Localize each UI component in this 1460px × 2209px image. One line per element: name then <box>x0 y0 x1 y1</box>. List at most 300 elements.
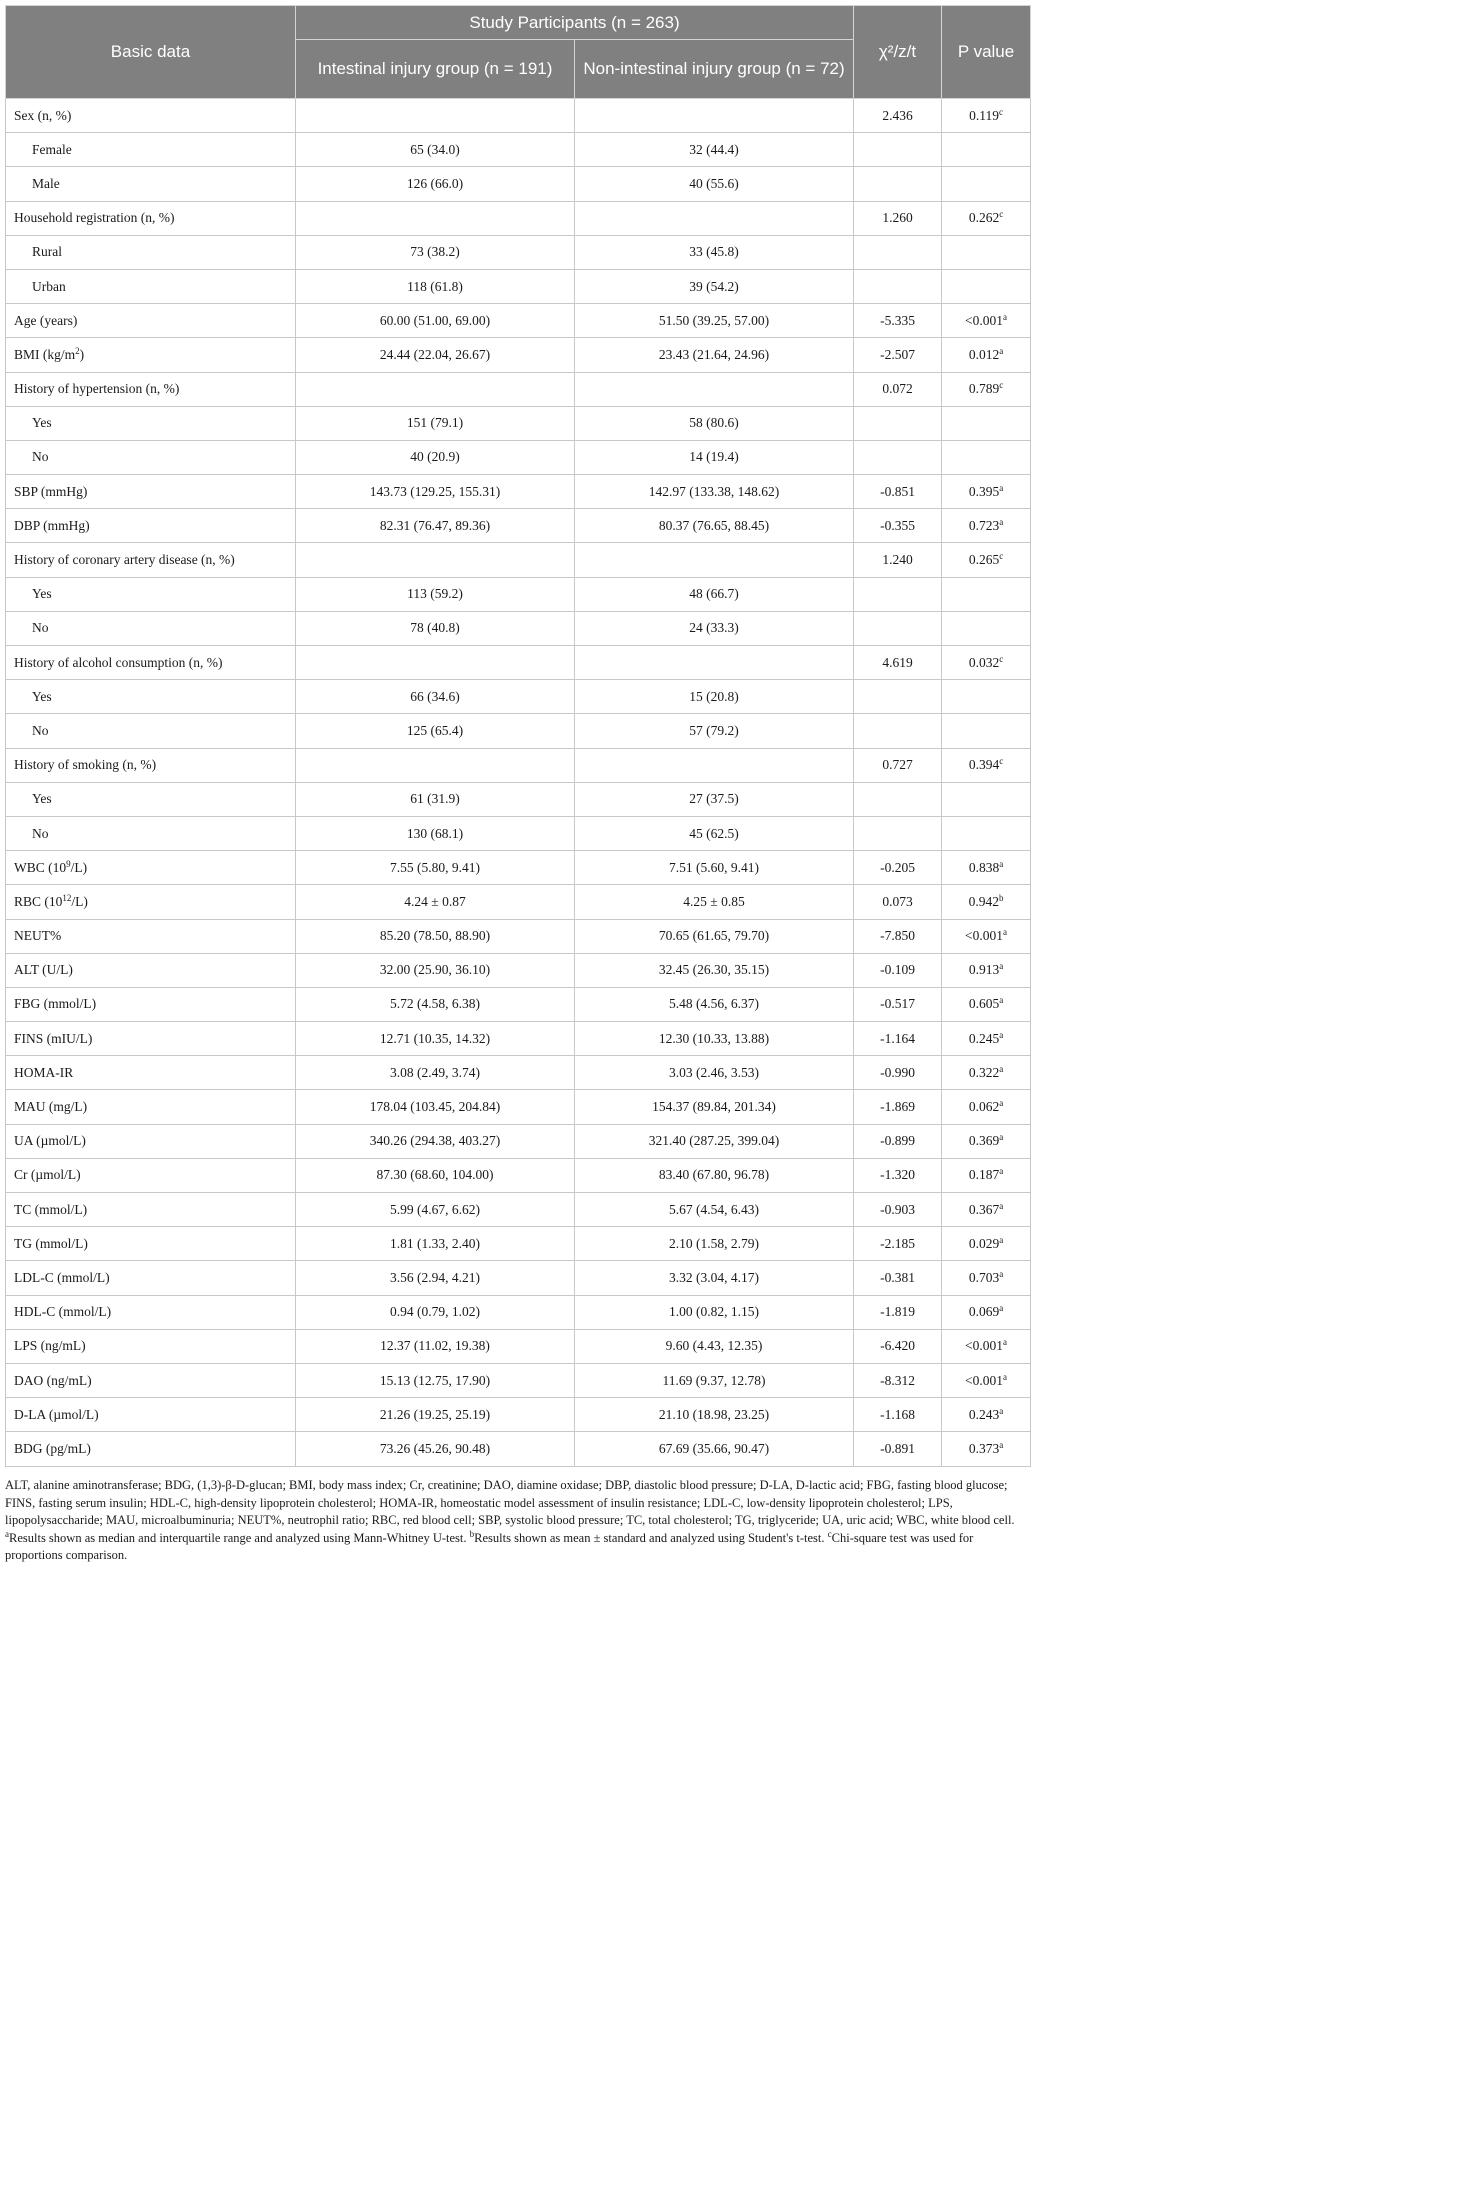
p-value <box>942 406 1031 440</box>
row-label-text: No <box>32 620 49 636</box>
p-value <box>942 1022 1031 1056</box>
row-label <box>6 304 296 338</box>
row-label <box>6 1261 296 1295</box>
intestinal-group-value: 1.81 (1.33, 2.40) <box>296 1227 575 1261</box>
intestinal-group-value: 12.37 (11.02, 19.38) <box>296 1329 575 1363</box>
footnote-mark-c: c <box>827 1528 832 1539</box>
row-label <box>6 1022 296 1056</box>
row-label-superscript: 12 <box>62 892 72 903</box>
row-label-text: Yes <box>32 791 52 807</box>
intestinal-group-value: 78 (40.8) <box>296 611 575 645</box>
p-value <box>942 748 1031 782</box>
non-intestinal-group-value: 21.10 (18.98, 23.25) <box>575 1398 854 1432</box>
footnote-note-b: Results shown as mean ± standard and analyzed using Student's t-test. <box>474 1530 828 1545</box>
table-row <box>6 509 1031 543</box>
table-row <box>6 851 1031 885</box>
row-label-text: History of alcohol consumption (n, %) <box>14 654 223 670</box>
non-intestinal-group-value: 58 (80.6) <box>575 406 854 440</box>
table-row <box>6 133 1031 167</box>
p-value-text: 0.032 <box>968 654 1000 670</box>
non-intestinal-group-value: 11.69 (9.37, 12.78) <box>575 1363 854 1397</box>
p-value-text: 0.012 <box>968 346 1000 362</box>
row-label <box>6 338 296 372</box>
p-value <box>942 680 1031 714</box>
header-test-statistic: χ²/z/t <box>854 6 942 99</box>
row-label-text: Urban <box>32 278 66 294</box>
p-value <box>942 1090 1031 1124</box>
header-basic-data: Basic data <box>6 6 296 99</box>
row-label-text: Cr (µmol/L) <box>14 1167 81 1183</box>
row-label <box>6 269 296 303</box>
row-label-text: No <box>32 449 49 465</box>
row-label-text: HDL-C (mmol/L) <box>14 1304 112 1320</box>
p-value-superscript: a <box>999 1405 1004 1416</box>
test-statistic-value: -8.312 <box>854 1363 942 1397</box>
intestinal-group-value: 60.00 (51.00, 69.00) <box>296 304 575 338</box>
table-row <box>6 1056 1031 1090</box>
table-row <box>6 99 1031 133</box>
non-intestinal-group-value: 80.37 (76.65, 88.45) <box>575 509 854 543</box>
test-statistic-value <box>854 577 942 611</box>
table-row <box>6 1193 1031 1227</box>
non-intestinal-group-value: 2.10 (1.58, 2.79) <box>575 1227 854 1261</box>
table-row <box>6 201 1031 235</box>
table-row <box>6 782 1031 816</box>
p-value <box>942 1193 1031 1227</box>
table-row <box>6 714 1031 748</box>
row-label-superscript: 2 <box>75 345 80 356</box>
p-value-superscript: a <box>999 1029 1004 1040</box>
row-label <box>6 1056 296 1090</box>
footnote-mark-b: b <box>469 1528 475 1539</box>
p-value-text: 0.838 <box>968 859 1000 875</box>
p-value-text: 0.265 <box>968 552 1000 568</box>
table-footnote <box>5 1477 1030 1565</box>
non-intestinal-group-value: 70.65 (61.65, 79.70) <box>575 919 854 953</box>
p-value-text: 0.119 <box>969 107 999 123</box>
test-statistic-value: 0.727 <box>854 748 942 782</box>
row-label-text: TG (mmol/L) <box>14 1235 88 1251</box>
p-value-superscript: a <box>1003 1371 1008 1382</box>
intestinal-group-value: 40 (20.9) <box>296 440 575 474</box>
row-label-text: NEUT% <box>14 928 62 944</box>
row-label <box>6 646 296 680</box>
row-label <box>6 1363 296 1397</box>
p-value-text: 0.913 <box>968 962 1000 978</box>
row-label-text: FINS (mIU/L) <box>14 1030 93 1046</box>
intestinal-group-value: 126 (66.0) <box>296 167 575 201</box>
intestinal-group-value: 32.00 (25.90, 36.10) <box>296 953 575 987</box>
p-value <box>942 611 1031 645</box>
row-label <box>6 611 296 645</box>
p-value <box>942 1056 1031 1090</box>
p-value-superscript: a <box>999 482 1004 493</box>
p-value <box>942 1124 1031 1158</box>
test-statistic-value: -0.517 <box>854 987 942 1021</box>
test-statistic-value: -1.869 <box>854 1090 942 1124</box>
p-value-superscript: a <box>999 995 1004 1006</box>
intestinal-group-value: 113 (59.2) <box>296 577 575 611</box>
table-row <box>6 304 1031 338</box>
row-label <box>6 1227 296 1261</box>
row-label-text: Yes <box>32 586 52 602</box>
p-value-text: 0.187 <box>968 1167 1000 1183</box>
p-value-superscript: a <box>999 1200 1004 1211</box>
p-value-text: 0.789 <box>968 381 1000 397</box>
row-label <box>6 372 296 406</box>
p-value-text: 0.069 <box>968 1304 1000 1320</box>
p-value-text: 0.262 <box>968 210 1000 226</box>
table-row <box>6 816 1031 850</box>
test-statistic-value: -0.990 <box>854 1056 942 1090</box>
p-value-text: 0.395 <box>968 483 1000 499</box>
non-intestinal-group-value: 15 (20.8) <box>575 680 854 714</box>
p-value <box>942 338 1031 372</box>
intestinal-group-value: 3.56 (2.94, 4.21) <box>296 1261 575 1295</box>
table-row <box>6 680 1031 714</box>
table-row <box>6 406 1031 440</box>
intestinal-group-value: 82.31 (76.47, 89.36) <box>296 509 575 543</box>
table-row <box>6 1363 1031 1397</box>
row-label-text: No <box>32 825 49 841</box>
table-row <box>6 338 1031 372</box>
row-label <box>6 1193 296 1227</box>
intestinal-group-value <box>296 646 575 680</box>
non-intestinal-group-value: 3.32 (3.04, 4.17) <box>575 1261 854 1295</box>
row-label <box>6 1124 296 1158</box>
row-label-text: BDG (pg/mL) <box>14 1440 91 1456</box>
test-statistic-value: -0.381 <box>854 1261 942 1295</box>
test-statistic-value: -0.903 <box>854 1193 942 1227</box>
table-row <box>6 646 1031 680</box>
test-statistic-value: -0.891 <box>854 1432 942 1466</box>
table-row <box>6 1261 1031 1295</box>
table-row <box>6 987 1031 1021</box>
intestinal-group-value: 24.44 (22.04, 26.67) <box>296 338 575 372</box>
test-statistic-value <box>854 816 942 850</box>
row-label-text: Female <box>32 141 72 157</box>
test-statistic-value <box>854 269 942 303</box>
row-label-text: Sex (n, %) <box>14 107 72 123</box>
p-value-superscript: c <box>999 209 1004 220</box>
intestinal-group-value: 0.94 (0.79, 1.02) <box>296 1295 575 1329</box>
test-statistic-value: -0.109 <box>854 953 942 987</box>
p-value-superscript: a <box>999 1234 1004 1245</box>
p-value-superscript: b <box>998 892 1004 903</box>
intestinal-group-value: 12.71 (10.35, 14.32) <box>296 1022 575 1056</box>
non-intestinal-group-value: 39 (54.2) <box>575 269 854 303</box>
intestinal-group-value: 3.08 (2.49, 3.74) <box>296 1056 575 1090</box>
table-row <box>6 1022 1031 1056</box>
test-statistic-value: 4.619 <box>854 646 942 680</box>
p-value <box>942 372 1031 406</box>
p-value-text: 0.245 <box>968 1030 1000 1046</box>
row-label-text: MAU (mg/L) <box>14 1099 88 1115</box>
intestinal-group-value: 7.55 (5.80, 9.41) <box>296 851 575 885</box>
table-row <box>6 167 1031 201</box>
non-intestinal-group-value: 321.40 (287.25, 399.04) <box>575 1124 854 1158</box>
p-value-text: <0.001 <box>965 1338 1004 1354</box>
intestinal-group-value: 5.72 (4.58, 6.38) <box>296 987 575 1021</box>
table-row <box>6 1124 1031 1158</box>
test-statistic-value: 0.073 <box>854 885 942 919</box>
test-statistic-value: -0.851 <box>854 475 942 509</box>
p-value-superscript: c <box>998 106 1003 117</box>
row-label-text: HOMA-IR <box>14 1064 74 1080</box>
row-label-text: Yes <box>32 415 52 431</box>
row-label <box>6 782 296 816</box>
row-label-text: FBG (mmol/L) <box>14 996 97 1012</box>
row-label <box>6 748 296 782</box>
row-label-superscript: 9 <box>66 858 71 869</box>
row-label <box>6 475 296 509</box>
row-label <box>6 406 296 440</box>
p-value-superscript: a <box>1003 1337 1008 1348</box>
table-row <box>6 235 1031 269</box>
row-label-text: Household registration (n, %) <box>14 210 175 226</box>
p-value-superscript: a <box>999 1303 1004 1314</box>
test-statistic-value: -0.899 <box>854 1124 942 1158</box>
row-label-text: LPS (ng/mL) <box>14 1338 86 1354</box>
p-value-superscript: a <box>999 1268 1004 1279</box>
p-value-text: <0.001 <box>965 928 1004 944</box>
test-statistic-value: -2.507 <box>854 338 942 372</box>
row-label <box>6 919 296 953</box>
row-label-text: Male <box>32 175 60 191</box>
table-row <box>6 269 1031 303</box>
non-intestinal-group-value: 40 (55.6) <box>575 167 854 201</box>
test-statistic-value: 2.436 <box>854 99 942 133</box>
non-intestinal-group-value <box>575 543 854 577</box>
intestinal-group-value <box>296 543 575 577</box>
p-value <box>942 440 1031 474</box>
intestinal-group-value: 21.26 (19.25, 25.19) <box>296 1398 575 1432</box>
non-intestinal-group-value: 32.45 (26.30, 35.15) <box>575 953 854 987</box>
test-statistic-value: -5.335 <box>854 304 942 338</box>
p-value <box>942 167 1031 201</box>
row-label <box>6 201 296 235</box>
row-label <box>6 680 296 714</box>
non-intestinal-group-value: 154.37 (89.84, 201.34) <box>575 1090 854 1124</box>
table-row <box>6 611 1031 645</box>
footnote-note-a: Results shown as median and interquartile range and analyzed using Mann-Whitney U-test. <box>9 1530 470 1545</box>
test-statistic-value <box>854 235 942 269</box>
row-label-text: BMI (kg/m <box>14 346 76 362</box>
p-value <box>942 1261 1031 1295</box>
row-label <box>6 1158 296 1192</box>
row-label-text: UA (µmol/L) <box>14 1133 86 1149</box>
row-label-text: RBC (10 <box>14 893 63 909</box>
non-intestinal-group-value: 3.03 (2.46, 3.53) <box>575 1056 854 1090</box>
test-statistic-value <box>854 680 942 714</box>
row-label <box>6 577 296 611</box>
p-value <box>942 816 1031 850</box>
row-label-text: D-LA (µmol/L) <box>14 1406 99 1422</box>
p-value-superscript: a <box>999 1063 1004 1074</box>
intestinal-group-value: 178.04 (103.45, 204.84) <box>296 1090 575 1124</box>
non-intestinal-group-value: 83.40 (67.80, 96.78) <box>575 1158 854 1192</box>
non-intestinal-group-value: 12.30 (10.33, 13.88) <box>575 1022 854 1056</box>
test-statistic-value <box>854 440 942 474</box>
non-intestinal-group-value: 51.50 (39.25, 57.00) <box>575 304 854 338</box>
p-value-superscript: c <box>999 756 1004 767</box>
row-label-text: No <box>32 722 49 738</box>
intestinal-group-value <box>296 99 575 133</box>
test-statistic-value <box>854 167 942 201</box>
row-label-text: History of smoking (n, %) <box>14 757 157 773</box>
p-value-superscript: c <box>999 653 1004 664</box>
p-value-superscript: a <box>999 858 1004 869</box>
intestinal-group-value <box>296 201 575 235</box>
intestinal-group-value: 151 (79.1) <box>296 406 575 440</box>
p-value-superscript: a <box>999 961 1004 972</box>
table-body <box>6 99 1031 1467</box>
table-header <box>6 6 1031 99</box>
row-label <box>6 714 296 748</box>
non-intestinal-group-value: 4.25 ± 0.85 <box>575 885 854 919</box>
non-intestinal-group-value: 33 (45.8) <box>575 235 854 269</box>
p-value <box>942 235 1031 269</box>
p-value <box>942 646 1031 680</box>
test-statistic-value: -1.168 <box>854 1398 942 1432</box>
p-value <box>942 475 1031 509</box>
p-value-text: 0.942 <box>968 893 999 909</box>
test-statistic-value <box>854 782 942 816</box>
p-value <box>942 577 1031 611</box>
footnote-abbreviations: ALT, alanine aminotransferase; BDG, (1,3)-β-D-glucan; BMI, body mass index; Cr, creatinine; DAO, diamine oxidase; DBP, diastolic blood pressure; D-LA, D-lactic acid; FBG, fasting blood glucose; FINS, fasting serum insulin; HDL-C, high-density lipoprotein cholesterol; HOMA-IR, homeostatic model assessment of insulin resistance; LDL-C, low-density lipoprotein cholesterol; LPS, lipopolysaccharide; MAU, microalbuminuria; NEUT%, neutrophil ratio; RBC, red blood cell; SBP, systolic blood pressure; TC, total cholesterol; TG, triglyceride; UA, uric acid; WBC, white blood cell. <box>5 1478 1015 1527</box>
test-statistic-value <box>854 133 942 167</box>
p-value <box>942 1329 1031 1363</box>
row-label-text: DAO (ng/mL) <box>14 1372 92 1388</box>
p-value-text: <0.001 <box>965 1372 1004 1388</box>
p-value-superscript: a <box>999 1132 1004 1143</box>
row-label <box>6 1398 296 1432</box>
row-label <box>6 1090 296 1124</box>
table-row <box>6 953 1031 987</box>
p-value <box>942 543 1031 577</box>
p-value-text: 0.394 <box>968 757 1000 773</box>
table-row <box>6 372 1031 406</box>
table-row <box>6 475 1031 509</box>
intestinal-group-value <box>296 372 575 406</box>
non-intestinal-group-value: 5.48 (4.56, 6.37) <box>575 987 854 1021</box>
p-value-text: 0.322 <box>968 1064 1000 1080</box>
non-intestinal-group-value: 57 (79.2) <box>575 714 854 748</box>
p-value <box>942 201 1031 235</box>
intestinal-group-value: 65 (34.0) <box>296 133 575 167</box>
p-value <box>942 269 1031 303</box>
p-value <box>942 304 1031 338</box>
non-intestinal-group-value: 5.67 (4.54, 6.43) <box>575 1193 854 1227</box>
row-label-text: DBP (mmHg) <box>14 517 90 533</box>
row-label <box>6 440 296 474</box>
p-value-text: 0.367 <box>968 1201 1000 1217</box>
p-value-superscript: a <box>999 345 1004 356</box>
test-statistic-value: -1.320 <box>854 1158 942 1192</box>
non-intestinal-group-value <box>575 748 854 782</box>
row-label <box>6 851 296 885</box>
row-label <box>6 816 296 850</box>
test-statistic-value: 1.260 <box>854 201 942 235</box>
p-value-superscript: a <box>999 1166 1004 1177</box>
p-value <box>942 1363 1031 1397</box>
p-value-text: 0.369 <box>968 1133 1000 1149</box>
p-value <box>942 1432 1031 1466</box>
intestinal-group-value: 4.24 ± 0.87 <box>296 885 575 919</box>
test-statistic-value: -0.355 <box>854 509 942 543</box>
table-row <box>6 1329 1031 1363</box>
baseline-characteristics-table <box>5 5 1031 1467</box>
row-label <box>6 1295 296 1329</box>
test-statistic-value: -6.420 <box>854 1329 942 1363</box>
p-value <box>942 99 1031 133</box>
p-value <box>942 782 1031 816</box>
header-intestinal-injury-group: Intestinal injury group (n = 191) <box>296 40 575 99</box>
intestinal-group-value: 130 (68.1) <box>296 816 575 850</box>
test-statistic-value <box>854 611 942 645</box>
intestinal-group-value: 66 (34.6) <box>296 680 575 714</box>
intestinal-group-value: 143.73 (129.25, 155.31) <box>296 475 575 509</box>
p-value <box>942 1398 1031 1432</box>
table-row <box>6 1158 1031 1192</box>
test-statistic-value: -7.850 <box>854 919 942 953</box>
non-intestinal-group-value: 32 (44.4) <box>575 133 854 167</box>
row-label-text: SBP (mmHg) <box>14 483 88 499</box>
row-label-tail: /L) <box>71 893 88 909</box>
row-label-tail: /L) <box>70 859 88 875</box>
footnote-note-c: Chi-square test was used for proportions comparison. <box>5 1530 974 1562</box>
row-label <box>6 235 296 269</box>
intestinal-group-value: 61 (31.9) <box>296 782 575 816</box>
row-label-text: Yes <box>32 688 52 704</box>
row-label-text: ALT (U/L) <box>14 962 73 978</box>
intestinal-group-value: 73 (38.2) <box>296 235 575 269</box>
p-value <box>942 987 1031 1021</box>
p-value-superscript: a <box>999 1098 1004 1109</box>
p-value-superscript: c <box>999 380 1004 391</box>
non-intestinal-group-value: 67.69 (35.66, 90.47) <box>575 1432 854 1466</box>
non-intestinal-group-value <box>575 201 854 235</box>
p-value-text: 0.373 <box>968 1440 1000 1456</box>
non-intestinal-group-value: 24 (33.3) <box>575 611 854 645</box>
p-value <box>942 1227 1031 1261</box>
non-intestinal-group-value: 142.97 (133.38, 148.62) <box>575 475 854 509</box>
intestinal-group-value: 118 (61.8) <box>296 269 575 303</box>
test-statistic-value <box>854 714 942 748</box>
p-value-superscript: a <box>999 1439 1004 1450</box>
test-statistic-value: -1.819 <box>854 1295 942 1329</box>
non-intestinal-group-value <box>575 372 854 406</box>
table-row <box>6 577 1031 611</box>
row-label <box>6 167 296 201</box>
header-non-intestinal-injury-group: Non-intestinal injury group (n = 72) <box>575 40 854 99</box>
p-value-superscript: a <box>1003 311 1008 322</box>
intestinal-group-value: 15.13 (12.75, 17.90) <box>296 1363 575 1397</box>
row-label <box>6 99 296 133</box>
test-statistic-value: 1.240 <box>854 543 942 577</box>
p-value-text: 0.062 <box>968 1099 1000 1115</box>
p-value-text: 0.605 <box>968 996 1000 1012</box>
intestinal-group-value: 85.20 (78.50, 88.90) <box>296 919 575 953</box>
row-label-text: History of hypertension (n, %) <box>14 381 180 397</box>
row-label-text: History of coronary artery disease (n, %) <box>14 552 235 568</box>
test-statistic-value: -2.185 <box>854 1227 942 1261</box>
table-row <box>6 1227 1031 1261</box>
p-value-superscript: a <box>999 516 1004 527</box>
p-value <box>942 509 1031 543</box>
row-label <box>6 1432 296 1466</box>
table-row <box>6 885 1031 919</box>
